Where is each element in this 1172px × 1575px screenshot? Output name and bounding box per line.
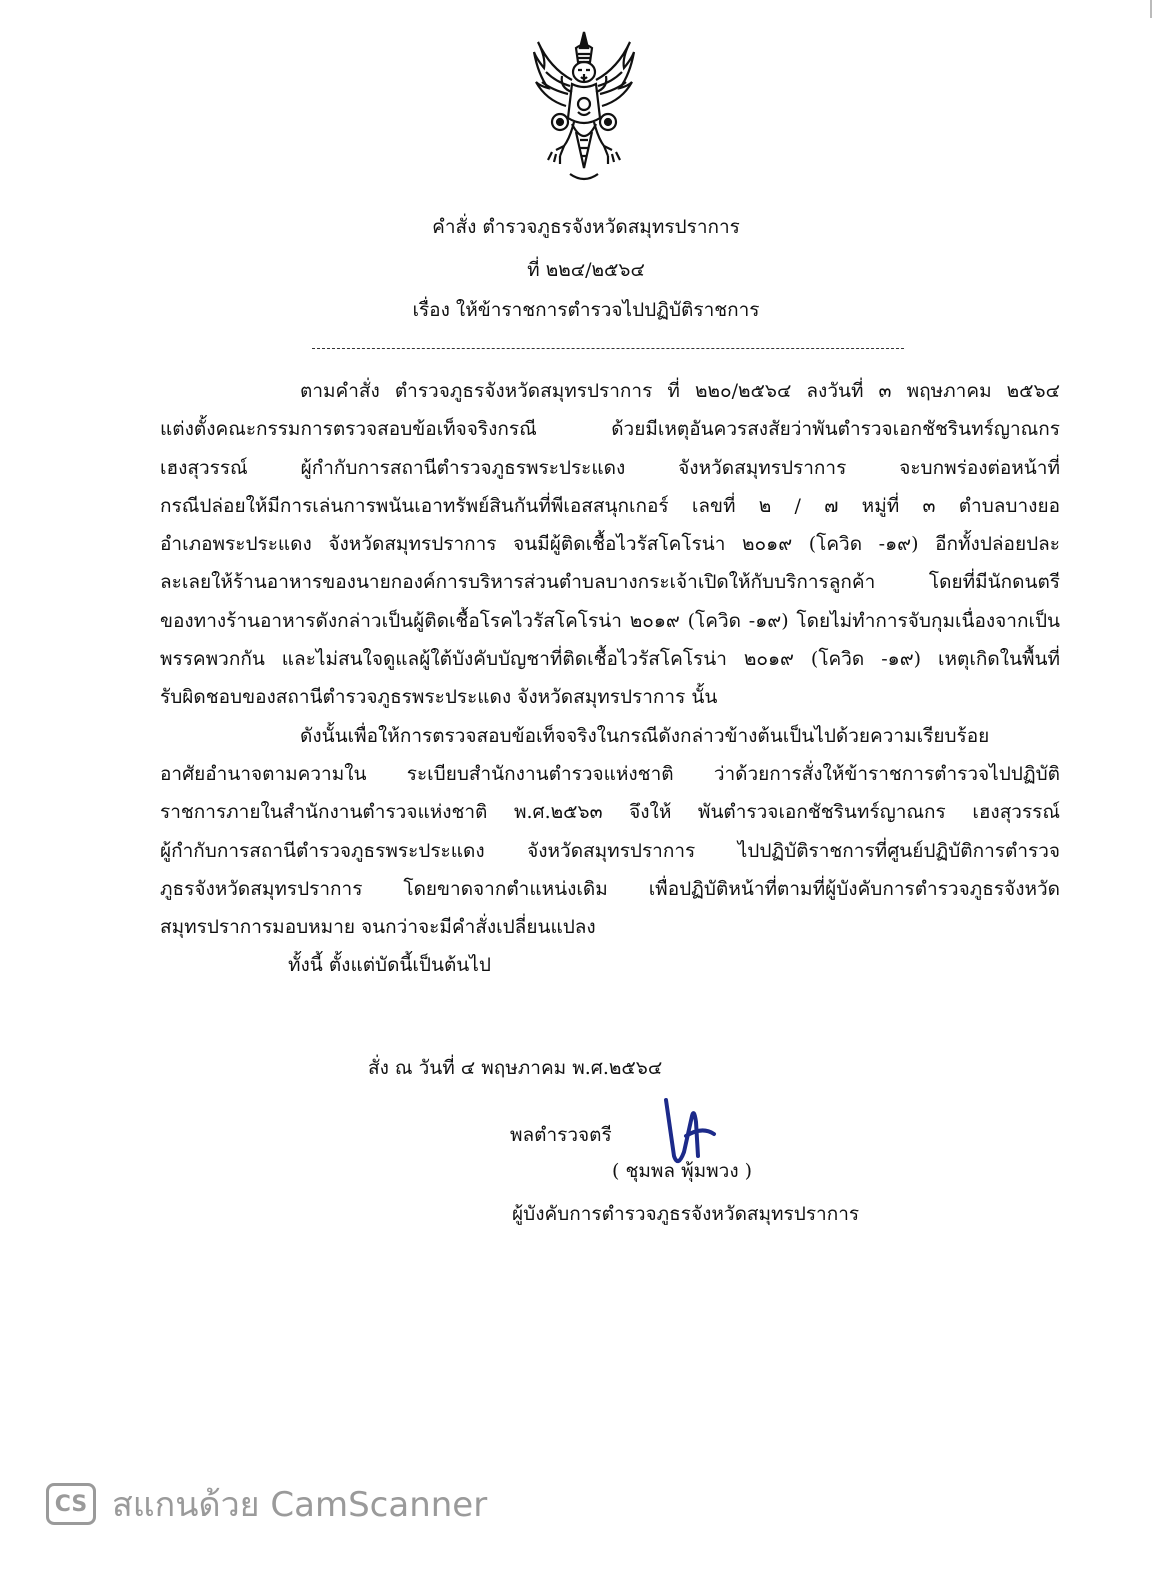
order-body — [160, 372, 1060, 985]
paragraph-line: แต่งตั้งคณะกรรมการตรวจสอบข้อเท็จจริงกรณี ด้วยมีเหตุอันควรสงสัยว่าพันตำรวจเอกชัชรินทร์ญาณกร — [160, 418, 1060, 441]
paragraph-line: ตามคำสั่ง ตำรวจภูธรจังหวัดสมุทรปราการ ที่ ๒๒๐/๒๕๖๔ ลงวันที่ ๓ พฤษภาคม ๒๕๖๔ — [300, 380, 1060, 402]
order-subject: เรื่อง ให้ข้าราชการตำรวจไปปฏิบัติราชการ — [412, 299, 760, 321]
paragraph-line: พรรคพวกกัน และไม่สนใจดูแลผู้ใต้บังคับบัญชาที่ติดเชื้อไวรัสโคโรน่า ๒๐๑๙ (โควิด -๑๙) เหตุเกิดในพื้นที่ — [160, 648, 1060, 671]
paragraph-line: ดังนั้นเพื่อให้การตรวจสอบข้อเท็จจริงในกรณีดังกล่าวข้างต้นเป็นไปด้วยความเรียบร้อย — [300, 724, 990, 747]
paragraph-line: อาศัยอำนาจตามความใน ระเบียบสำนักงานตำรวจแห่งชาติ ว่าด้วยการสั่งให้ข้าราชการตำรวจไปปฏิบัติ — [160, 762, 1060, 785]
order-title: คำสั่ง ตำรวจภูธรจังหวัดสมุทรปราการ — [432, 216, 740, 238]
camscanner-watermark — [46, 1480, 487, 1528]
order-number: ที่ ๒๒๔/๒๕๖๔ — [527, 259, 645, 281]
signer-position: ผู้บังคับการตำรวจภูธรจังหวัดสมุทรปราการ — [512, 1203, 860, 1225]
camscanner-text: สแกนด้วย CamScanner — [112, 1485, 488, 1525]
signer-rank: พลตำรวจตรี — [510, 1124, 612, 1146]
paragraph-line: ของทางร้านอาหารดังกล่าวเป็นผู้ติดเชื้อโรคไวรัสโคโรน่า ๒๐๑๙ (โควิด -๑๙) โดยไม่ทำการจับกุมเนื่องจากเป็น — [160, 609, 1060, 632]
separator-line — [312, 348, 904, 349]
effective-clause: ทั้งนี้ ตั้งแต่บัดนี้เป็นต้นไป — [288, 954, 491, 977]
scan-edge-mark — [1150, 0, 1152, 18]
paragraph-line: ภูธรจังหวัดสมุทรปราการ โดยขาดจากตำแหน่งเดิม เพื่อปฏิบัติหน้าที่ตามที่ผู้บังคับการตำรวจภูธรจังหวัด — [160, 877, 1060, 900]
paragraph-line: กรณีปล่อยให้มีการเล่นการพนันเอาทรัพย์สินกันที่พีเอสสนุกเกอร์ เลขที่ ๒ / ๗ หมู่ที่ ๓ ตำบลบางยอ — [160, 494, 1060, 517]
paragraph-line: ผู้กำกับการสถานีตำรวจภูธรพระประแดง จังหวัดสมุทรปราการ ไปปฏิบัติราชการที่ศูนย์ปฏิบัติการตำรวจ — [160, 839, 1060, 862]
paragraph-line: อำเภอพระประแดง จังหวัดสมุทรปราการ จนมีผู้ติดเชื้อไวรัสโคโรน่า ๒๐๑๙ (โควิด -๑๙) อีกทั้งปล่อยปละ — [160, 533, 1060, 556]
garuda-emblem-icon — [530, 28, 638, 188]
order-date: สั่ง ณ วันที่ ๔ พฤษภาคม พ.ศ.๒๕๖๔ — [368, 1057, 663, 1079]
paragraph-line: เฮงสุวรรณ์ ผู้กำกับการสถานีตำรวจภูธรพระประแดง จังหวัดสมุทรปราการ จะบกพร่องต่อหน้าที่ — [160, 456, 1060, 479]
paragraph-line: ราชการภายในสำนักงานตำรวจแห่งชาติ พ.ศ.๒๕๖๓ จึงให้ พันตำรวจเอกชัชรินทร์ญาณกร เฮงสุวรรณ์ — [160, 801, 1060, 824]
camscanner-logo-icon: CS — [46, 1483, 96, 1525]
signer-name: ( ชุมพล พุ้มพวง ) — [612, 1160, 753, 1182]
paragraph-line: รับผิดชอบของสถานีตำรวจภูธรพระประแดง จังหวัดสมุทรปราการ นั้น — [160, 686, 718, 709]
paragraph-line: ละเลยให้ร้านอาหารของนายกองค์การบริหารส่วนตำบลบางกระเจ้าเปิดให้กับบริการลูกค้า โดยที่มีนักดนตรี — [160, 571, 1060, 594]
paragraph-line: สมุทรปราการมอบหมาย จนกว่าจะมีคำสั่งเปลี่ยนแปลง — [160, 916, 596, 939]
